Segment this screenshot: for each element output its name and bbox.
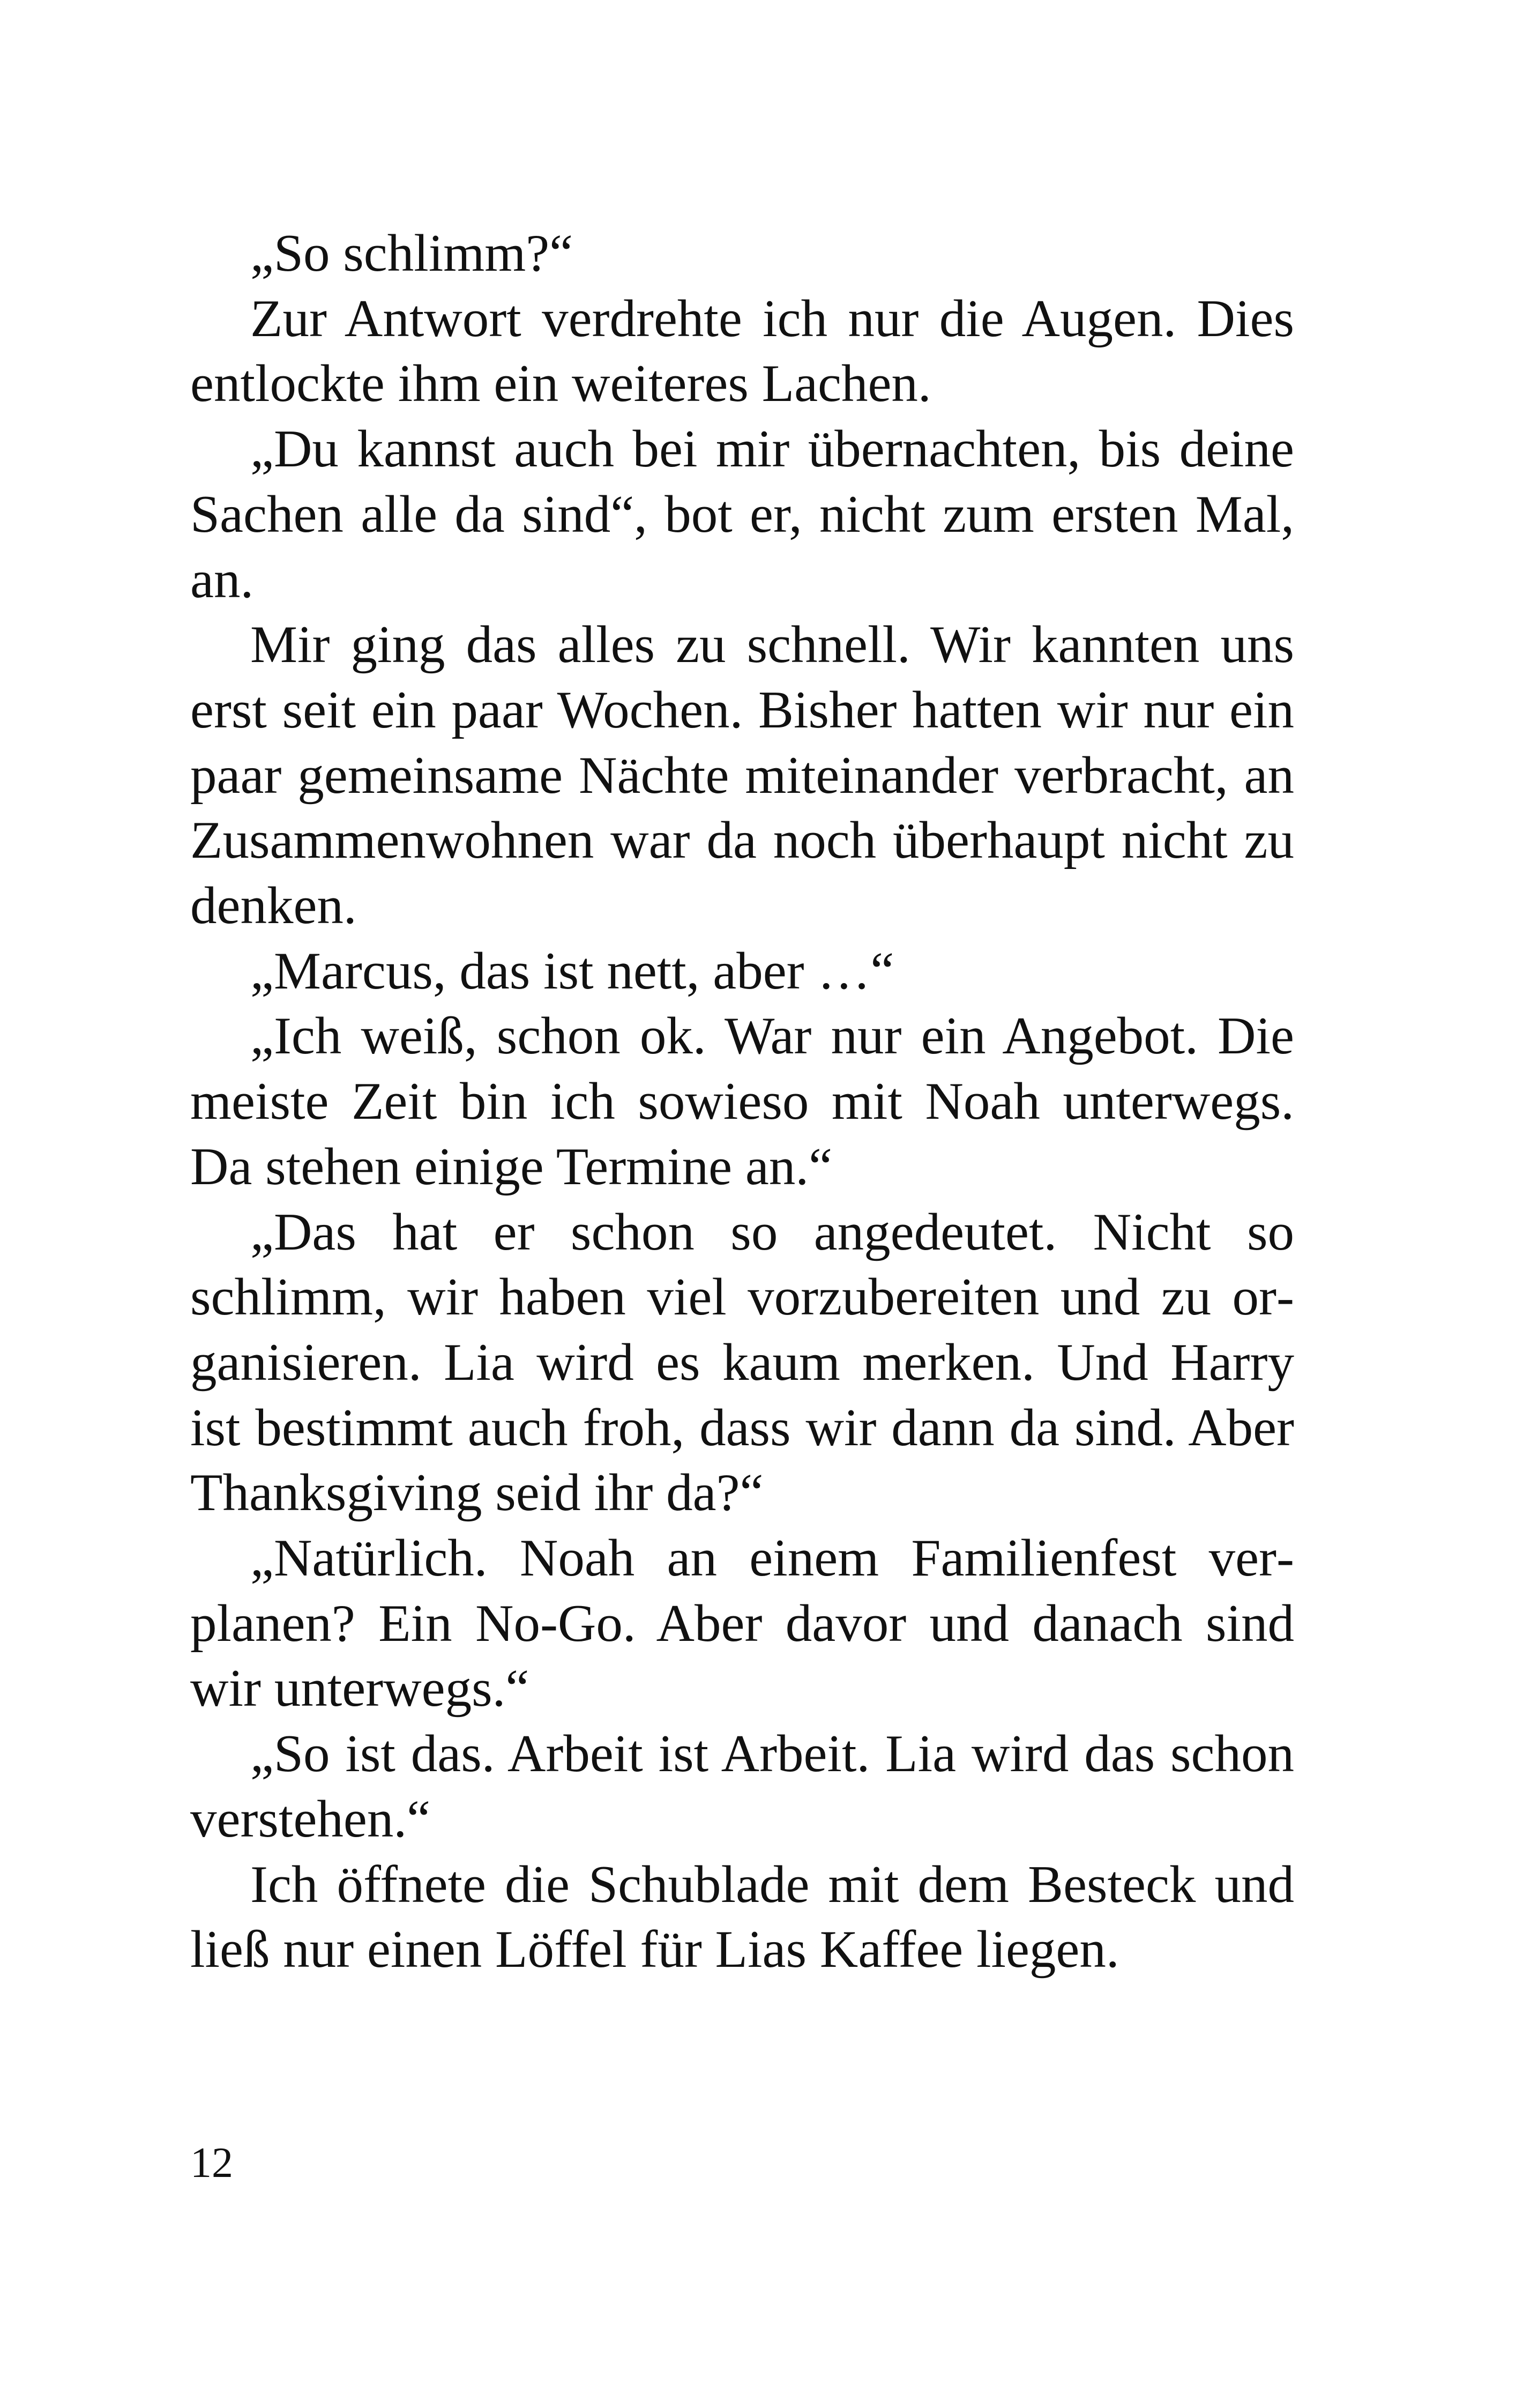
paragraph: Mir ging das alles zu schnell. Wir kannten uns erst seit ein paar Wochen. Bisher hatten wir nur ein paar gemeinsame Nächte miteinander verbracht, an Zusammenwohnen war da noch überhaupt nicht zu denken.	[190, 615, 1294, 935]
paragraph: „So ist das. Arbeit ist Arbeit. Lia wird das schon verstehen.“	[190, 1725, 1294, 1848]
page-number: 12	[190, 2139, 233, 2187]
paragraph: „Marcus, das ist nett, aber …“	[250, 941, 894, 1000]
body-text	[190, 221, 1294, 1982]
paragraph: „Das hat er schon so angedeutet. Nicht so schlimm, wir haben viel vorzubereiten und zu organisieren. Lia wird es kaum merken. Und Harry ist bestimmt auch froh, dass wir dann da sind. Aber Thanksgiving seid ihr da?“	[190, 1202, 1294, 1522]
paragraph: Ich öffnete die Schublade mit dem Besteck und ließ nur einen Löffel für Lias Kaffee liegen.	[190, 1855, 1294, 1979]
paragraph: „Natürlich. Noah an einem Familienfest verplanen? Ein No-Go. Aber davor und danach sind wir unterwegs.“	[190, 1529, 1294, 1718]
paragraph: „Du kannst auch bei mir übernachten, bis deine Sachen alle da sind“, bot er, nicht zum ersten Mal, an.	[190, 420, 1294, 609]
paragraph: „So schlimm?“	[250, 224, 573, 283]
paragraph: „Ich weiß, schon ok. War nur ein Angebot. Die meiste Zeit bin ich sowieso mit Noah unterwegs. Da stehen einige Termine an.“	[190, 1007, 1294, 1196]
paragraph: Zur Antwort verdrehte ich nur die Augen. Dies entlockte ihm ein weiteres Lachen.	[190, 289, 1294, 413]
